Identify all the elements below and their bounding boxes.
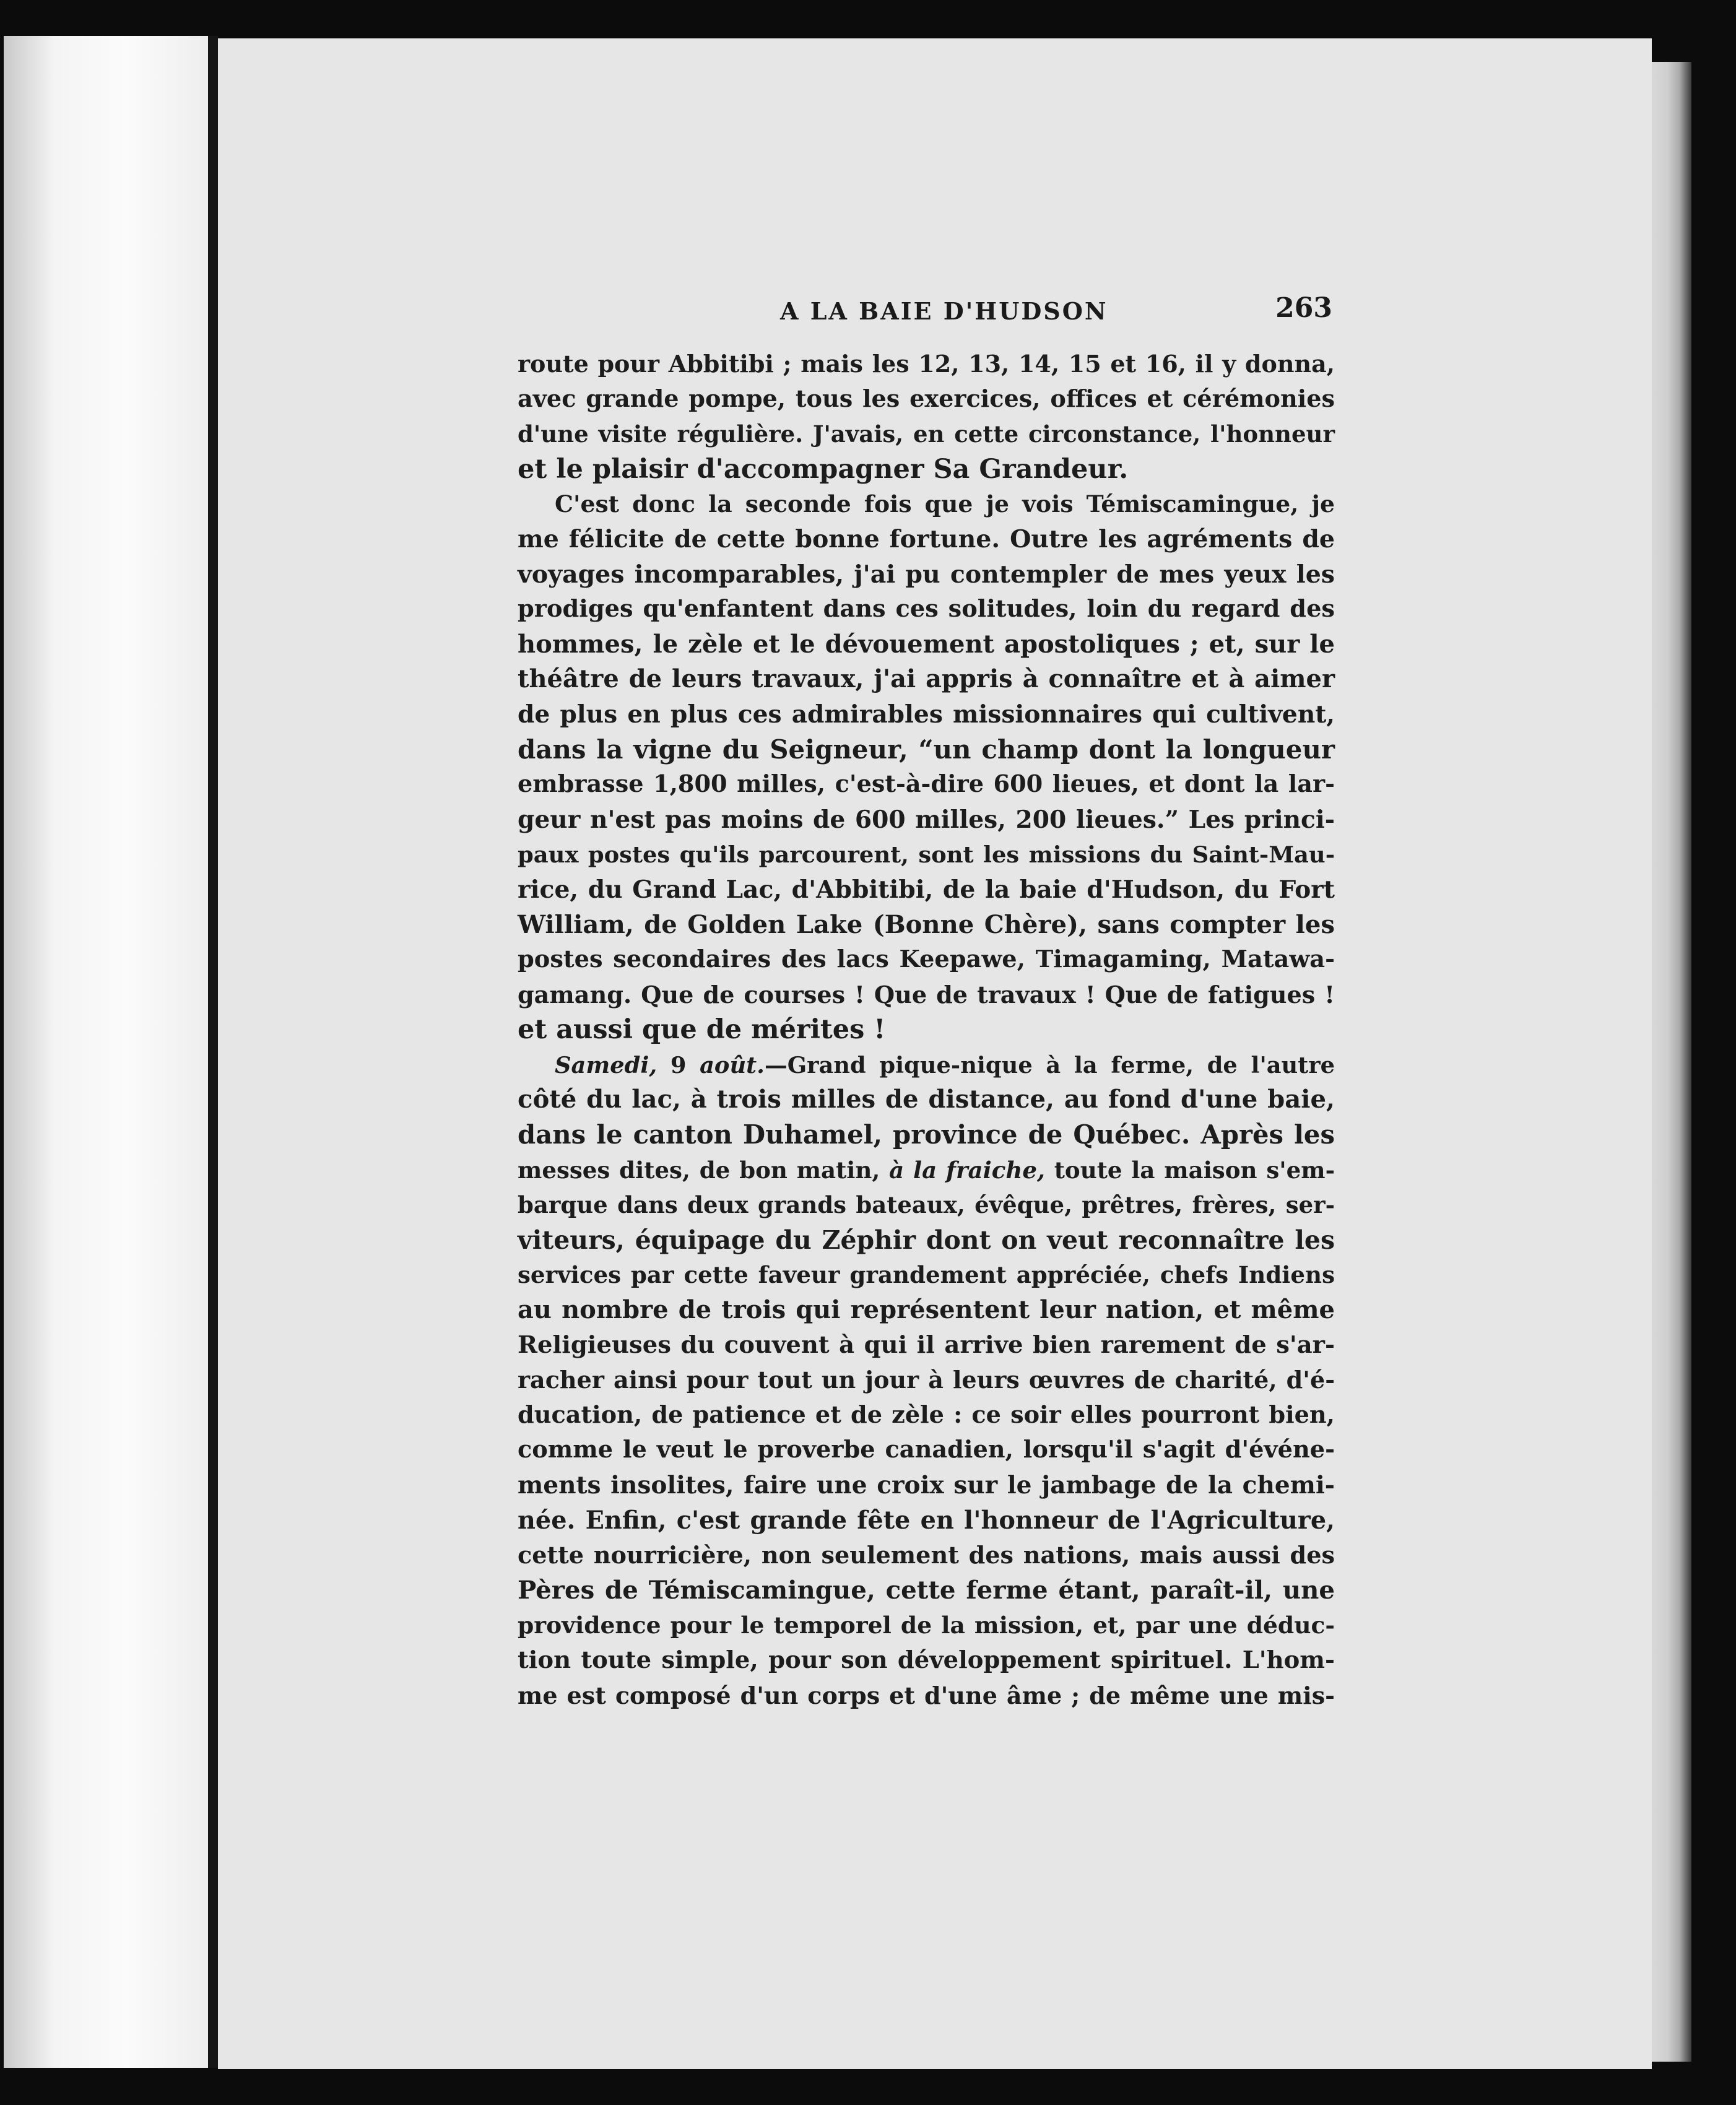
dateline-day: Samedi, — [555, 1051, 658, 1079]
text-line: ments insolites, faire une croix sur le jambage de la chemi- — [518, 1471, 1335, 1500]
text-line: providence pour le temporel de la mission, et, par une déduc- — [518, 1612, 1335, 1639]
page-number: 263 — [1275, 292, 1332, 324]
text-line: cette nourricière, non seulement des nations, mais aussi des — [518, 1541, 1335, 1569]
book-gutter — [208, 36, 218, 2068]
running-title: A LA BAIE D'HUDSON — [780, 297, 1108, 325]
text-line: hommes, le zèle et le dévouement apostoliques ; et, sur le — [518, 629, 1335, 659]
text-line: et aussi que de mérites ! — [518, 1014, 886, 1046]
text-line: côté du lac, à trois milles de distance, au fond d'une baie, — [518, 1085, 1335, 1114]
text-line: paux postes qu'ils parcourent, sont les missions du Saint-Mau- — [518, 841, 1335, 869]
text-line: prodiges qu'enfantent dans ces solitudes, loin du regard des — [518, 595, 1335, 623]
dateline-text-line — [518, 1048, 1335, 1083]
text-line: me est composé d'un corps et d'une âme ; de même une mis- — [518, 1681, 1335, 1709]
page-edge-shadow — [1652, 62, 1691, 2062]
text-line: comme le veut le proverbe canadien, lorsqu'il s'agit d'événe- — [518, 1436, 1335, 1464]
text-line: embrasse 1,800 milles, c'est-à-dire 600 lieues, et dont la lar- — [518, 770, 1335, 799]
text-line: rice, du Grand Lac, d'Abbitibi, de la baie d'Hudson, du Fort — [518, 875, 1335, 904]
text-line: postes secondaires des lacs Keepawe, Timagaming, Matawa- — [518, 945, 1335, 974]
text-line: d'une visite régulière. J'avais, en cette circonstance, l'honneur — [518, 420, 1335, 448]
text-line: racher ainsi pour tout un jour à leurs œuvres de charité, d'é- — [518, 1366, 1335, 1394]
dateline-number: 9 — [657, 1051, 700, 1079]
dateline-rest: —Grand pique-nique à la ferme, de l'autre — [764, 1051, 1335, 1079]
page-header — [520, 286, 1332, 336]
text-line: barque dans deux grands bateaux, évêque, prêtres, frères, ser- — [518, 1191, 1335, 1219]
text-line: de plus en plus ces admirables missionnaires qui cultivent, — [518, 700, 1335, 729]
text-line: dans le canton Duhamel, province de Québec. Après les — [518, 1119, 1335, 1150]
text-line: au nombre de trois qui représentent leur nation, et même — [518, 1295, 1335, 1325]
body-text — [518, 347, 1335, 1713]
text-line: tion toute simple, pour son développement spirituel. L'hom- — [518, 1646, 1335, 1674]
fraiche-rest: toute la maison s'em- — [1044, 1156, 1335, 1184]
text-line: Pères de Témiscamingue, cette ferme étant, paraît-il, une — [518, 1575, 1335, 1605]
text-line: théâtre de leurs travaux, j'ai appris à connaître et à aimer — [518, 664, 1335, 694]
text-line: voyages incomparables, j'ai pu contempler de mes yeux les — [518, 560, 1335, 589]
text-line: geur n'est pas moins de 600 milles, 200 lieues.” Les princi- — [518, 805, 1335, 834]
fraiche-lead: messes dites, de bon matin, — [518, 1156, 890, 1184]
text-line: Religieuses du couvent à qui il arrive bien rarement de s'ar- — [518, 1330, 1335, 1359]
left-facing-page — [4, 36, 208, 2068]
text-line: ducation, de patience et de zèle : ce soir elles pourront bien, — [518, 1400, 1335, 1429]
text-line: route pour Abbitibi ; mais les 12, 13, 14, 15 et 16, il y donna, — [518, 350, 1335, 378]
text-line: avec grande pompe, tous les exercices, offices et cérémonies — [518, 384, 1335, 413]
text-line: services par cette faveur grandement appréciée, chefs Indiens — [518, 1261, 1335, 1289]
text-line: viteurs, équipage du Zéphir dont on veut reconnaître les — [518, 1225, 1335, 1255]
text-line: me félicite de cette bonne fortune. Outre les agréments de — [518, 524, 1335, 553]
fraiche-text-line — [518, 1153, 1335, 1188]
text-line: gamang. Que de courses ! Que de travaux ! Que de fatigues ! — [518, 980, 1335, 1009]
text-line: C'est donc la seconde fois que je vois Témiscamingue, je — [555, 490, 1335, 518]
text-line: née. Enfin, c'est grande fête en l'honneur de l'Agriculture, — [518, 1506, 1335, 1535]
text-line: William, de Golden Lake (Bonne Chère), sans compter les — [518, 909, 1335, 939]
text-line: dans la vigne du Seigneur, “un champ dont la longueur — [518, 734, 1335, 765]
fraiche-italic: à la fraiche, — [889, 1156, 1045, 1184]
text-line: et le plaisir d'accompagner Sa Grandeur. — [518, 453, 1129, 485]
dateline-month: août. — [700, 1051, 765, 1079]
